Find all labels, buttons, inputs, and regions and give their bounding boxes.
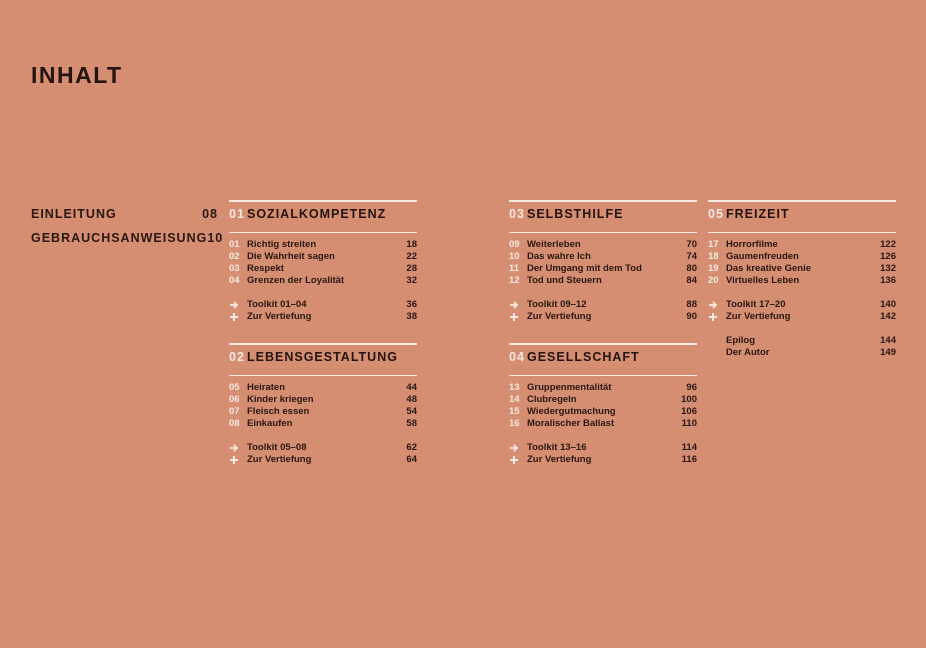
chapter-row[interactable] bbox=[509, 251, 697, 263]
chapter-row[interactable] bbox=[229, 382, 417, 394]
chapter-row[interactable] bbox=[229, 251, 417, 263]
vertiefung-title: Zur Vertiefung bbox=[726, 311, 791, 322]
chapter-page: 126 bbox=[880, 251, 896, 262]
chapter-title: Tod und Steuern bbox=[527, 275, 602, 286]
section-title: SOZIALKOMPETENZ bbox=[247, 207, 387, 221]
chapter-title: Richtig streiten bbox=[247, 239, 317, 250]
plus-icon bbox=[229, 312, 247, 322]
chapter-title: Das kreative Genie bbox=[726, 263, 812, 274]
plus-icon bbox=[509, 455, 527, 465]
chapter-number: 20 bbox=[708, 275, 719, 286]
section-number: 05 bbox=[708, 207, 724, 221]
chapter-row[interactable] bbox=[509, 418, 697, 430]
vertiefung-title: Zur Vertiefung bbox=[247, 311, 312, 322]
chapter-number: 05 bbox=[229, 382, 240, 393]
section-underline bbox=[229, 375, 417, 376]
chapter-title: Grenzen der Loyalität bbox=[247, 275, 345, 286]
vertiefung-page: 90 bbox=[686, 311, 697, 322]
plus-icon bbox=[229, 455, 247, 465]
chapter-row[interactable] bbox=[229, 406, 417, 418]
chapter-row[interactable] bbox=[509, 406, 697, 418]
section-underline bbox=[708, 232, 896, 233]
chapter-number: 09 bbox=[509, 239, 520, 250]
chapter-row[interactable] bbox=[229, 275, 417, 287]
chapter-number: 10 bbox=[509, 251, 520, 262]
toolkit-title: Toolkit 09–12 bbox=[527, 299, 587, 310]
chapter-title: Gaumenfreuden bbox=[726, 251, 799, 262]
chapter-page: 106 bbox=[681, 406, 697, 417]
toolkit-page: 114 bbox=[681, 442, 697, 453]
toolkit-page: 62 bbox=[406, 442, 417, 453]
vertiefung-row[interactable] bbox=[708, 311, 896, 323]
chapter-page: 132 bbox=[880, 263, 896, 274]
chapter-page: 100 bbox=[681, 394, 697, 405]
chapter-number: 03 bbox=[229, 263, 240, 274]
intro-item-label: GEBRAUCHSANWEISUNG bbox=[31, 231, 208, 245]
section-sozialkompetenz bbox=[229, 200, 417, 323]
arrow-right-icon bbox=[708, 300, 726, 310]
section-number: 02 bbox=[229, 350, 245, 364]
chapter-title: Kinder kriegen bbox=[247, 394, 314, 405]
vertiefung-page: 142 bbox=[880, 311, 896, 322]
chapter-number: 11 bbox=[509, 263, 520, 274]
vertiefung-title: Zur Vertiefung bbox=[247, 454, 312, 465]
chapter-row[interactable] bbox=[708, 251, 896, 263]
chapter-number: 17 bbox=[708, 239, 719, 250]
vertiefung-page: 64 bbox=[406, 454, 417, 465]
section-heading[interactable] bbox=[708, 207, 896, 227]
chapter-title: Moralischer Ballast bbox=[527, 418, 615, 429]
chapter-row[interactable] bbox=[509, 382, 697, 394]
chapter-number: 07 bbox=[229, 406, 240, 417]
chapter-title: Gruppenmentalität bbox=[527, 382, 612, 393]
section-title: LEBENSGESTALTUNG bbox=[247, 350, 398, 364]
chapter-title: Die Wahrheit sagen bbox=[247, 251, 335, 262]
chapter-row[interactable] bbox=[509, 394, 697, 406]
arrow-right-icon bbox=[229, 300, 247, 310]
section-number: 03 bbox=[509, 207, 525, 221]
chapter-page: 44 bbox=[406, 382, 417, 393]
vertiefung-row[interactable] bbox=[229, 311, 417, 323]
section-selbsthilfe bbox=[509, 200, 697, 323]
toolkit-title: Toolkit 05–08 bbox=[247, 442, 307, 453]
vertiefung-title: Zur Vertiefung bbox=[527, 454, 592, 465]
chapter-number: 12 bbox=[509, 275, 520, 286]
section-divider bbox=[509, 343, 697, 345]
arrow-right-icon bbox=[509, 300, 527, 310]
chapter-page: 70 bbox=[686, 239, 697, 250]
intro-list bbox=[31, 207, 224, 255]
chapter-row[interactable] bbox=[229, 239, 417, 251]
chapter-title: Respekt bbox=[247, 263, 284, 274]
section-divider bbox=[708, 200, 896, 202]
intro-item-page: 10 bbox=[207, 231, 224, 245]
section-number: 04 bbox=[509, 350, 525, 364]
chapter-page: 58 bbox=[406, 418, 417, 429]
chapter-number: 16 bbox=[509, 418, 520, 429]
chapter-row[interactable] bbox=[708, 263, 896, 275]
vertiefung-title: Zur Vertiefung bbox=[527, 311, 592, 322]
vertiefung-page: 116 bbox=[681, 454, 697, 465]
section-divider bbox=[229, 343, 417, 345]
chapter-number: 18 bbox=[708, 251, 719, 262]
toolkit-title: Toolkit 17–20 bbox=[726, 299, 786, 310]
intro-item-einleitung[interactable] bbox=[31, 207, 218, 231]
chapter-row[interactable] bbox=[229, 263, 417, 275]
chapter-page: 110 bbox=[681, 418, 697, 429]
section-lebensgestaltung bbox=[229, 343, 417, 466]
chapter-row[interactable] bbox=[509, 275, 697, 287]
section-underline bbox=[229, 232, 417, 233]
epilog-row[interactable] bbox=[708, 335, 896, 347]
section-underline bbox=[509, 232, 697, 233]
chapter-title: Das wahre Ich bbox=[527, 251, 591, 262]
chapter-title: Wiedergutmachung bbox=[527, 406, 616, 417]
chapter-title: Heiraten bbox=[247, 382, 286, 393]
chapter-number: 02 bbox=[229, 251, 240, 262]
chapter-row[interactable] bbox=[229, 418, 417, 430]
chapter-title: Clubregeln bbox=[527, 394, 577, 405]
chapter-number: 14 bbox=[509, 394, 520, 405]
section-title: FREIZEIT bbox=[726, 207, 790, 221]
chapter-title: Virtuelles Leben bbox=[726, 275, 800, 286]
intro-item-page: 08 bbox=[202, 207, 218, 221]
plus-icon bbox=[509, 312, 527, 322]
chapter-page: 28 bbox=[406, 263, 417, 274]
chapter-number: 08 bbox=[229, 418, 240, 429]
toolkit-row[interactable] bbox=[229, 442, 417, 454]
chapter-page: 18 bbox=[406, 239, 417, 250]
chapter-page: 32 bbox=[406, 275, 417, 286]
toolkit-page: 140 bbox=[880, 299, 896, 310]
epilog-page: 144 bbox=[880, 335, 896, 346]
section-heading[interactable] bbox=[229, 350, 417, 370]
chapter-page: 80 bbox=[686, 263, 697, 274]
chapter-page: 96 bbox=[686, 382, 697, 393]
vertiefung-page: 38 bbox=[406, 311, 417, 322]
chapter-title: Horrorfilme bbox=[726, 239, 778, 250]
page-title: INHALT bbox=[31, 62, 123, 88]
chapter-page: 84 bbox=[686, 275, 697, 286]
toolkit-page: 88 bbox=[686, 299, 697, 310]
section-gesellschaft bbox=[509, 343, 697, 466]
section-underline bbox=[509, 375, 697, 376]
arrow-right-icon bbox=[509, 443, 527, 453]
author-page: 149 bbox=[880, 347, 896, 358]
chapter-page: 74 bbox=[686, 251, 697, 262]
toolkit-row[interactable] bbox=[509, 442, 697, 454]
section-heading[interactable] bbox=[509, 350, 697, 370]
section-title: SELBSTHILFE bbox=[527, 207, 624, 221]
chapter-page: 22 bbox=[406, 251, 417, 262]
vertiefung-row[interactable] bbox=[229, 454, 417, 466]
section-number: 01 bbox=[229, 207, 245, 221]
section-title: GESELLSCHAFT bbox=[527, 350, 640, 364]
chapter-page: 48 bbox=[406, 394, 417, 405]
chapter-title: Fleisch essen bbox=[247, 406, 310, 417]
author-title: Der Autor bbox=[726, 347, 770, 358]
toolkit-row[interactable] bbox=[229, 299, 417, 311]
chapter-number: 15 bbox=[509, 406, 520, 417]
section-divider bbox=[509, 200, 697, 202]
section-freizeit bbox=[708, 200, 896, 359]
toolkit-row[interactable] bbox=[509, 299, 697, 311]
arrow-right-icon bbox=[229, 443, 247, 453]
chapter-title: Weiterleben bbox=[527, 239, 581, 250]
vertiefung-row[interactable] bbox=[509, 311, 697, 323]
section-heading[interactable] bbox=[229, 207, 417, 227]
author-row[interactable] bbox=[708, 347, 896, 359]
intro-item-label: EINLEITUNG bbox=[31, 207, 117, 221]
intro-item-gebrauchsanweisung[interactable] bbox=[31, 231, 224, 255]
section-heading[interactable] bbox=[509, 207, 697, 227]
section-divider bbox=[229, 200, 417, 202]
chapter-page: 54 bbox=[406, 406, 417, 417]
chapter-row[interactable] bbox=[708, 275, 896, 287]
chapter-row[interactable] bbox=[509, 263, 697, 275]
chapter-number: 13 bbox=[509, 382, 520, 393]
chapter-number: 06 bbox=[229, 394, 240, 405]
plus-icon bbox=[708, 312, 726, 322]
vertiefung-row[interactable] bbox=[509, 454, 697, 466]
toolkit-title: Toolkit 13–16 bbox=[527, 442, 587, 453]
chapter-title: Einkaufen bbox=[247, 418, 293, 429]
toolkit-page: 36 bbox=[406, 299, 417, 310]
epilog-title: Epilog bbox=[726, 335, 756, 346]
toolkit-row[interactable] bbox=[708, 299, 896, 311]
chapter-row[interactable] bbox=[708, 239, 896, 251]
chapter-row[interactable] bbox=[509, 239, 697, 251]
toolkit-title: Toolkit 01–04 bbox=[247, 299, 307, 310]
chapter-row[interactable] bbox=[229, 394, 417, 406]
chapter-number: 04 bbox=[229, 275, 240, 286]
chapter-number: 01 bbox=[229, 239, 240, 250]
chapter-title: Der Umgang mit dem Tod bbox=[527, 263, 642, 274]
chapter-number: 19 bbox=[708, 263, 719, 274]
chapter-page: 136 bbox=[880, 275, 896, 286]
chapter-page: 122 bbox=[880, 239, 896, 250]
